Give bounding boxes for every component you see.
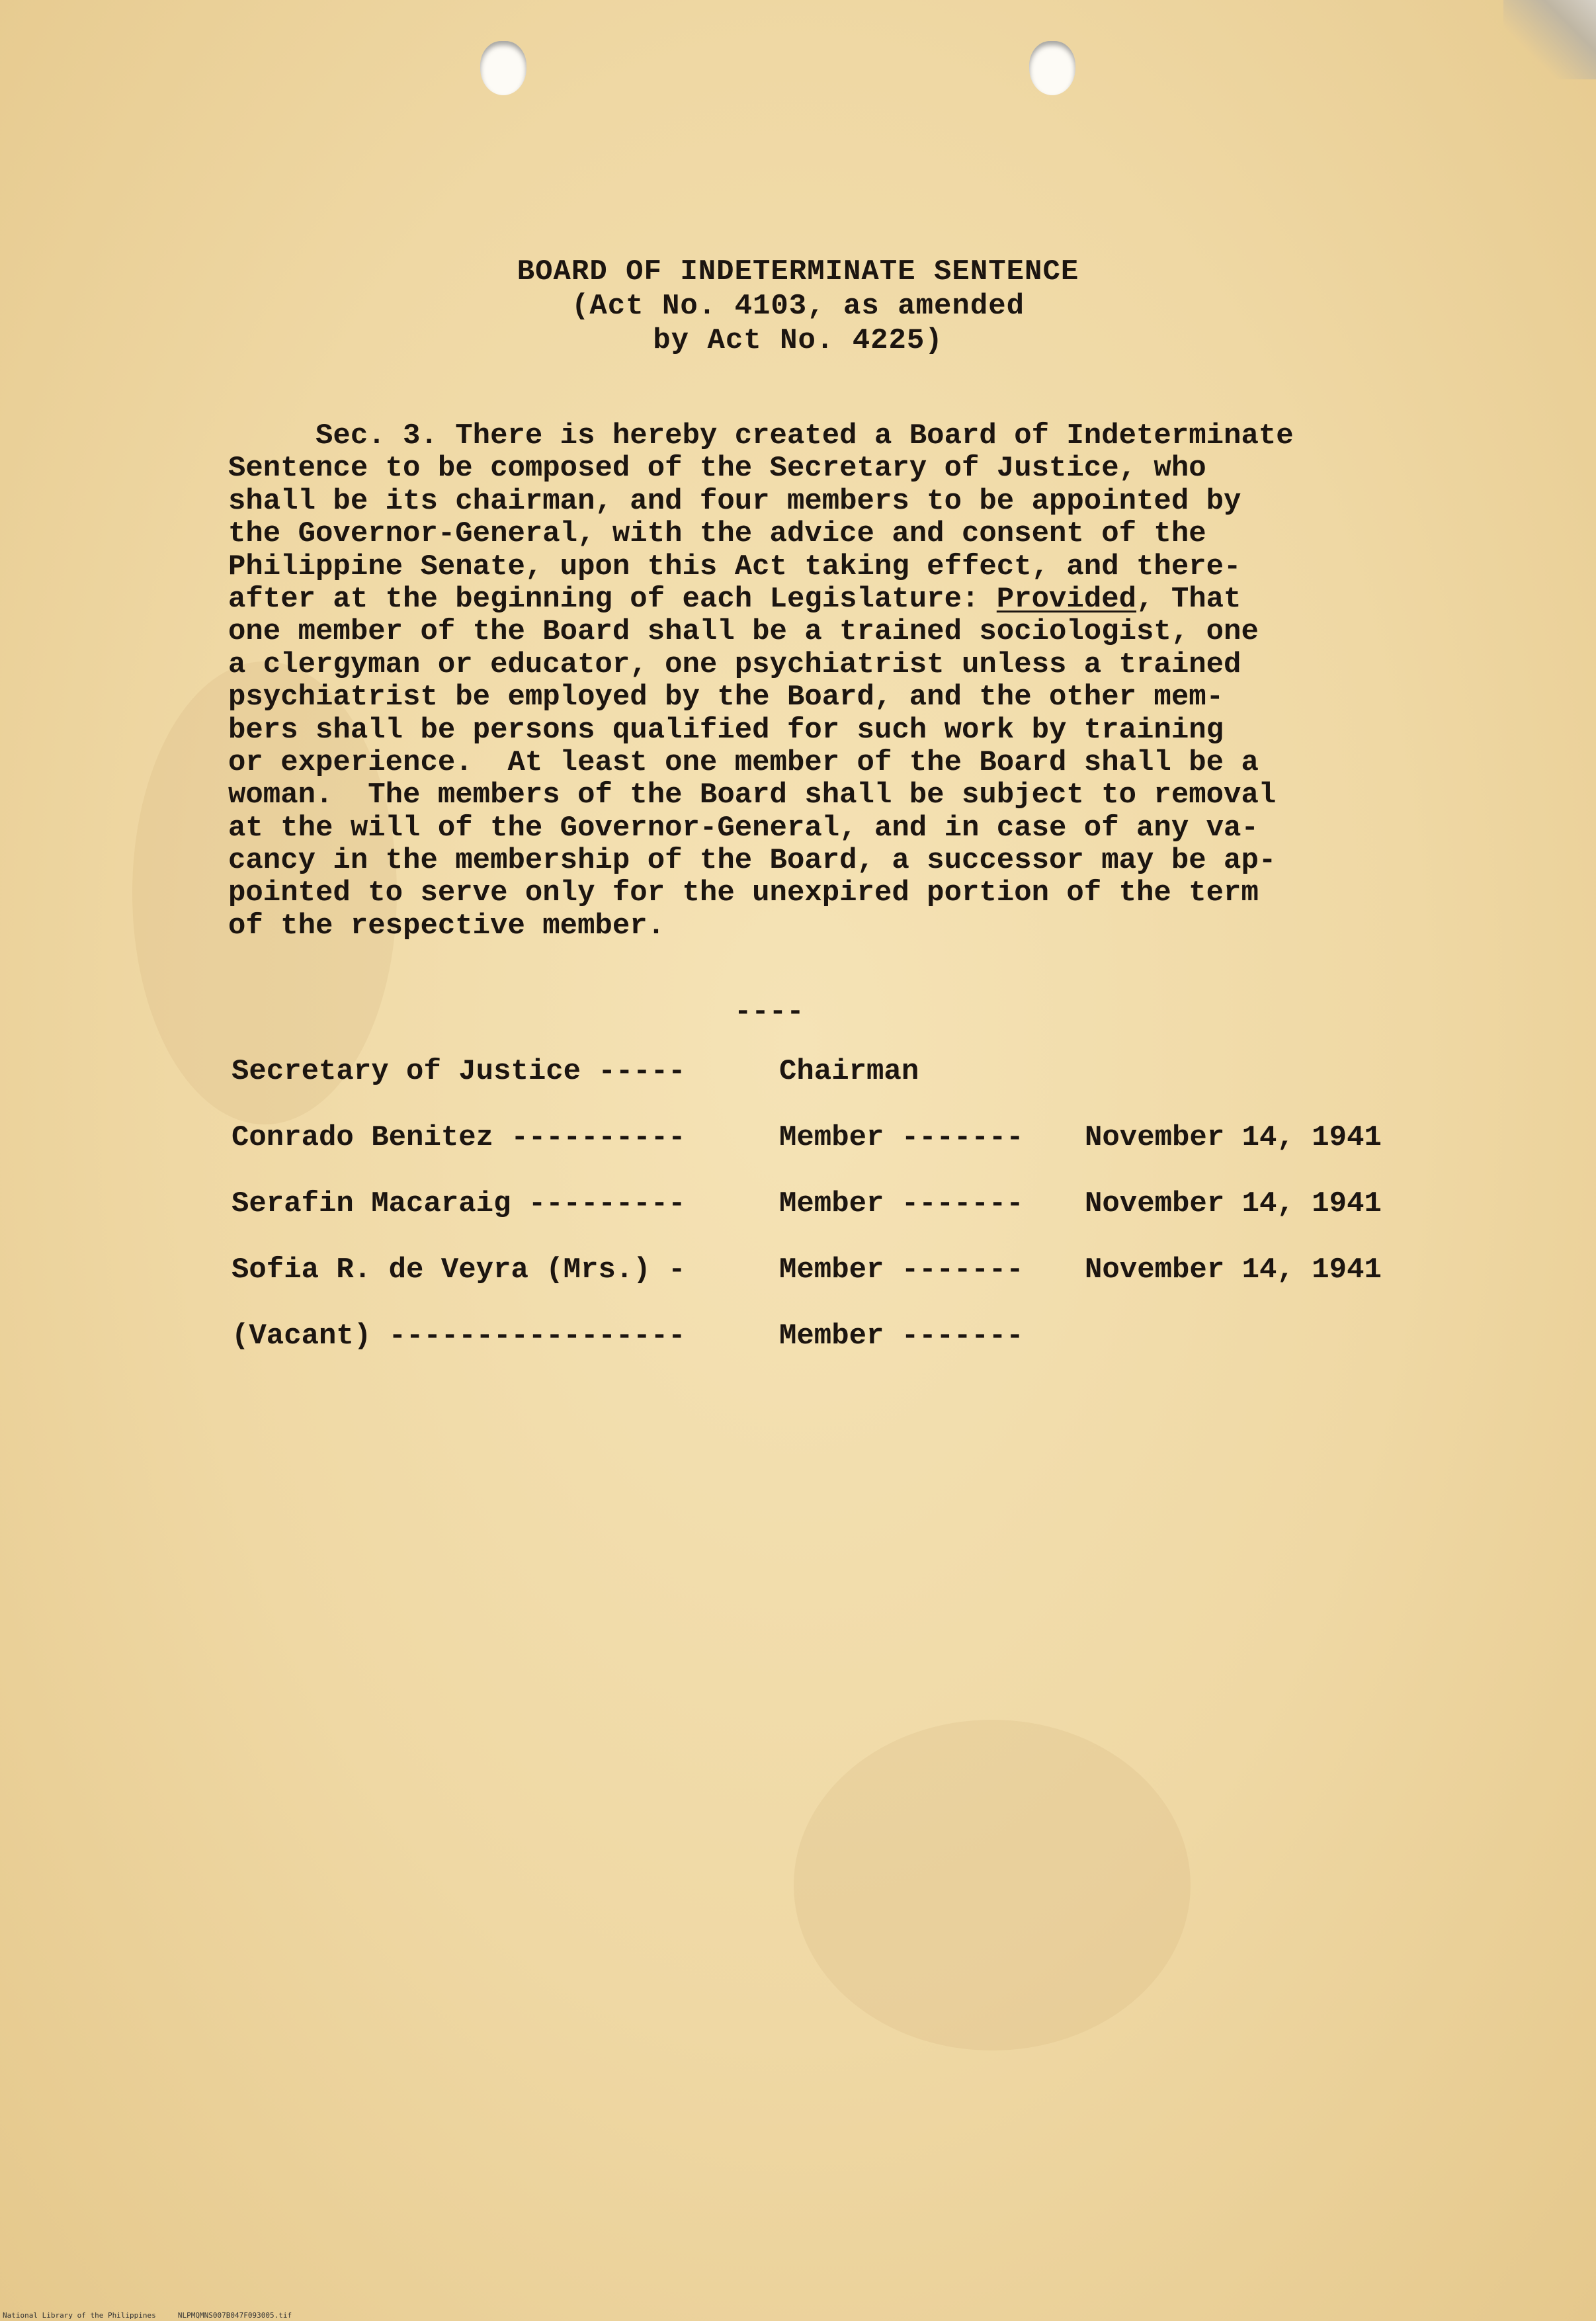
torn-corner [1503,0,1596,79]
body-line: Philippine Senate, upon this Act taking effect, and there- [228,550,1241,583]
section-3-text [228,420,1485,943]
roster-date: November 14, 1941 [1085,1187,1382,1220]
body-line: Sec. 3. There is hereby created a Board of Indeterminate [228,419,1294,452]
roster-name: Conrado Benitez ---------- [231,1121,686,1154]
roster-role: Member ------- [779,1121,1024,1154]
roster-role: Member ------- [779,1253,1024,1287]
body-line: the Governor-General, with the advice and consent of the [228,517,1206,551]
roster-role: Member ------- [779,1320,1024,1353]
roster-name: (Vacant) ----------------- [231,1320,686,1353]
roster-row [231,1187,1488,1253]
roster-row [231,1320,1488,1386]
punch-hole-left [480,41,526,95]
roster-row [231,1055,1488,1121]
roster-date: November 14, 1941 [1085,1121,1382,1154]
body-line: pointed to serve only for the unexpired portion of the term [228,876,1259,910]
archive-footer: National Library of the Philippines NLPMQMNS007B047F093005.tif [3,2311,292,2320]
body-line: woman. The members of the Board shall be subject to removal [228,779,1277,812]
roster-role: Member ------- [779,1187,1024,1220]
punch-hole-right [1029,41,1075,95]
body-line-provided [228,583,1485,616]
body-line: cancy in the membership of the Board, a successor may be ap- [228,844,1277,878]
body-line: at the will of the Governor-General, and in case of any va- [228,811,1259,845]
roster-name: Secretary of Justice ----- [231,1055,686,1088]
body-line: one member of the Board shall be a trained sociologist, one [228,615,1259,649]
title-line: BOARD OF INDETERMINATE SENTENCE [517,255,1079,288]
body-line: bers shall be persons qualified for such work by training [228,713,1224,747]
body-line: shall be its chairman, and four members to be appointed by [228,484,1241,518]
roster-role: Chairman [779,1055,919,1088]
body-line: a clergyman or educator, one psychiatrist unless a trained [228,648,1241,681]
roster-row [231,1121,1488,1187]
provided-underlined-word: Provided [996,582,1137,616]
roster-row [231,1253,1488,1320]
body-line-segment: , That [1136,582,1241,616]
body-line: or experience. At least one member of the Board shall be a [228,745,1259,779]
roster-name: Sofia R. de Veyra (Mrs.) - [231,1253,686,1287]
body-line-segment: after at the beginning of each Legislature: [228,582,997,616]
body-line: Sentence to be composed of the Secretary of Justice, who [228,452,1206,485]
body-line: psychiatrist be employed by the Board, and the other mem- [228,681,1224,714]
paper-stain [794,1720,1191,2050]
board-roster [231,1055,1488,1386]
section-separator: ---- [734,995,804,1029]
roster-date: November 14, 1941 [1085,1253,1382,1287]
roster-name: Serafin Macaraig --------- [231,1187,686,1220]
title-line: (Act No. 4103, as amended [571,290,1025,323]
title-line: by Act No. 4225) [653,324,943,357]
document-title [0,255,1596,358]
body-line: of the respective member. [228,909,665,943]
